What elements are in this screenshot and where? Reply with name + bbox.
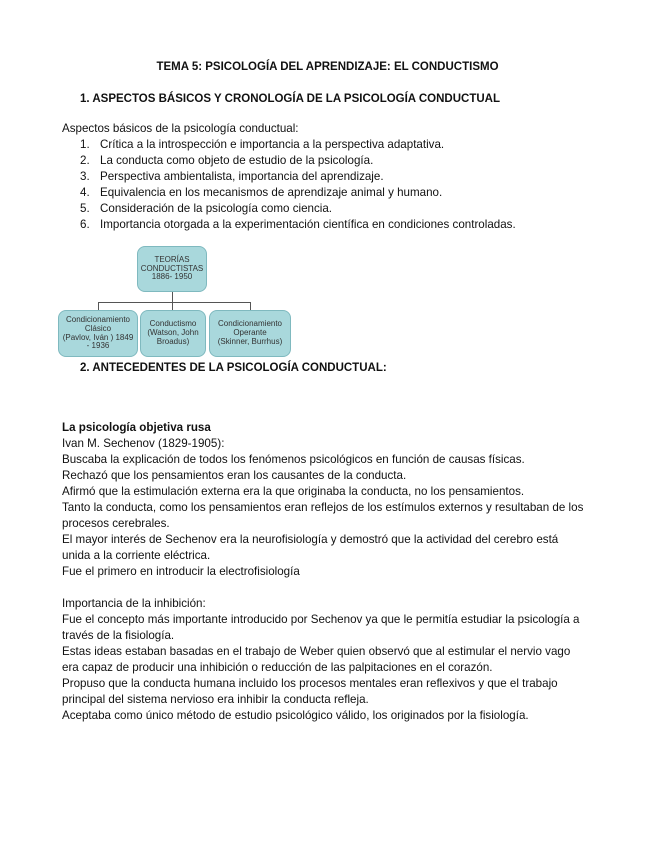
list-item: 6. Importancia otorgada a la experimentación científica en condiciones controladas. xyxy=(80,218,516,231)
paragraph: El mayor interés de Sechenov era la neurofisiología y demostró que la actividad del cerebro está xyxy=(62,533,559,546)
paragraph: Propuso que la conducta humana incluido los procesos mentales eran reflexivos y que el trabajo xyxy=(62,677,558,690)
paragraph: Rechazó que los pensamientos eran los causantes de la conducta. xyxy=(62,469,407,482)
paragraph: Afirmó que la estimulación externa era la que originaba la conducta, no los pensamientos. xyxy=(62,485,525,498)
document-title: TEMA 5: PSICOLOGÍA DEL APRENDIZAJE: EL CONDUCTISMO xyxy=(156,61,499,73)
paragraph: Estas ideas estaban basadas en el trabajo de Weber quien observó que al estimular el nervio vago xyxy=(62,645,571,658)
connector xyxy=(250,302,251,310)
paragraph: Ivan M. Sechenov (1829-1905): xyxy=(62,437,225,450)
paragraph: Importancia de la inhibición: xyxy=(62,597,206,610)
section-1-heading: 1. ASPECTOS BÁSICOS Y CRONOLOGÍA DE LA PSICOLOGÍA CONDUCTUAL xyxy=(80,93,501,105)
paragraph: Tanto la conducta, como los pensamientos eran reflejos de los estímulos externos y resultaban de los xyxy=(62,501,584,514)
list-item: 2. La conducta como objeto de estudio de la psicología. xyxy=(80,154,374,167)
aspects-list xyxy=(80,137,516,233)
paragraph: través de la fisiología. xyxy=(62,629,175,642)
diagram-node-classical: Condicionamiento Clásico (Pavlov, Iván ) 1849 - 1936 xyxy=(58,310,138,357)
paragraph: principal del sistema nervioso era inhibir la conducta refleja. xyxy=(62,693,369,706)
connector xyxy=(98,302,99,310)
list-item: 1. Crítica a la introspección e importancia a la perspectiva adaptativa. xyxy=(80,138,445,151)
diagram-node-operant: Condicionamiento Operante (Skinner, Burrhus) xyxy=(209,310,291,357)
paragraph: Aceptaba como único método de estudio psicológico válido, los originados por la fisiología. xyxy=(62,709,529,722)
paragraph: procesos cerebrales. xyxy=(62,517,170,530)
list-item: 4. Equivalencia en los mecanismos de aprendizaje animal y humano. xyxy=(80,186,443,199)
section-2-heading: 2. ANTECEDENTES DE LA PSICOLOGÍA CONDUCTUAL: xyxy=(80,362,387,374)
paragraph: era capaz de producir una inhibición o reducción de las palpitaciones en el corazón. xyxy=(62,661,493,674)
section-1-intro: Aspectos básicos de la psicología conductual: xyxy=(62,122,299,135)
diagram-node-behaviorism: Conductismo (Watson, John Broadus) xyxy=(140,310,206,357)
paragraph: Fue el primero en introducir la electrofisiología xyxy=(62,565,300,578)
paragraph: Fue el concepto más importante introducido por Sechenov ya que le permitía estudiar la psicología a xyxy=(62,613,580,626)
diagram-root-node: TEORÍAS CONDUCTISTAS 1886- 1950 xyxy=(137,246,207,292)
paragraph: unida a la corriente eléctrica. xyxy=(62,549,211,562)
connector xyxy=(98,302,250,303)
list-item: 5. Consideración de la psicología como ciencia. xyxy=(80,202,333,215)
list-item: 3. Perspectiva ambientalista, importancia del aprendizaje. xyxy=(80,170,384,183)
paragraph: Buscaba la explicación de todos los fenómenos psicológicos en función de causas físicas. xyxy=(62,453,525,466)
connector xyxy=(172,302,173,310)
section-2-subheading: La psicología objetiva rusa xyxy=(62,421,211,434)
connector xyxy=(172,292,173,302)
